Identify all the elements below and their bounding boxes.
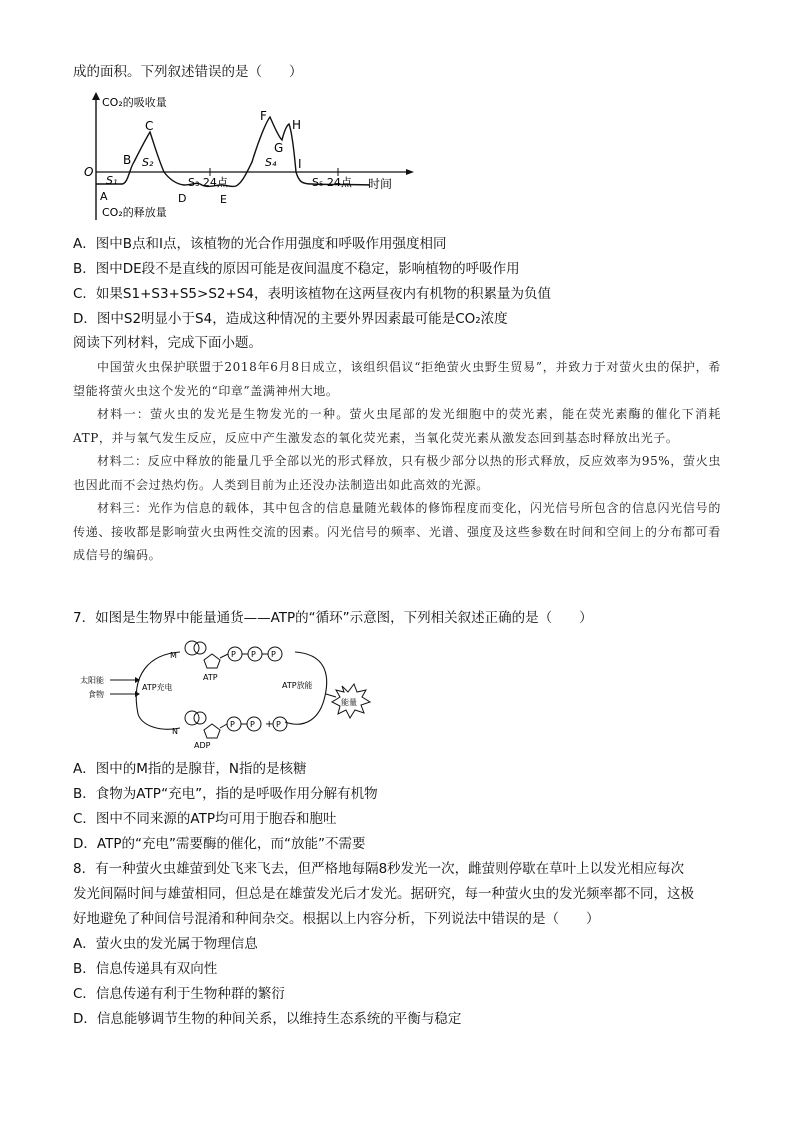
q6-stem-tail: 成的面积。下列叙述错误的是（ ） bbox=[73, 64, 303, 80]
point-b: B bbox=[123, 153, 132, 167]
atp-phosphate-2: P bbox=[251, 650, 256, 659]
point-c: C bbox=[145, 119, 154, 133]
q8-stem-line-1: 8．有一种萤火虫雄萤到处飞来飞去，但严格地每隔8秒发光一次，雌萤则停歇在草叶上以发光相应每次 bbox=[73, 861, 685, 877]
q8-stem-line-2: 发光间隔时间与雄萤相同，但总是在雄萤发光后才发光。据研究，每一种萤火虫的发光频率都不同，这极 bbox=[73, 886, 694, 902]
q7-option-a: A．图中的M指的是腺苷，N指的是核糖 bbox=[73, 761, 307, 777]
q6-option-d: D．图中S2明显小于S4，造成这种情况的主要外界因素最可能是CO₂浓度 bbox=[73, 311, 508, 327]
y-bottom-label: CO₂的释放量 bbox=[102, 206, 167, 219]
point-g: G bbox=[274, 141, 284, 155]
label-adp: ADP bbox=[194, 741, 211, 750]
q7-option-d: D．ATP的“充电”需要酶的催化，而“放能”不需要 bbox=[73, 836, 366, 852]
q7-atp-cycle-figure bbox=[80, 634, 400, 752]
label-atp-discharge: ATP放能 bbox=[282, 681, 313, 690]
material-three-paragraph: 材料三：光作为信息的载体，其中包含的信息量随光载体的修饰程度而变化，闪光信号所包含的信息闪光信号的传递、接收都是影响萤火虫两性交流的因素。闪光信号的频率、光谱、强度及这些参数在时间和空间上的分布都可看成信号的编码。 bbox=[73, 501, 721, 562]
area-s2: S₂ bbox=[142, 156, 154, 169]
origin-label: O bbox=[84, 165, 94, 179]
tick-24-second: S₅ 24点 bbox=[312, 176, 352, 189]
q6-option-a: A．图中B点和I点，该植物的光合作用强度和呼吸作用强度相同 bbox=[73, 236, 447, 252]
q8-stem-line-3: 好地避免了种间信号混淆和种间杂交。根据以上内容分析，下列说法中错误的是（ ） bbox=[73, 911, 600, 927]
q6-option-c: C．如果S1+S3+S5>S2+S4，表明该植物在这两昼夜内有机物的积累量为负值 bbox=[73, 286, 551, 302]
label-n: N bbox=[172, 727, 178, 736]
point-i: I bbox=[298, 157, 302, 171]
label-food: 食物 bbox=[88, 690, 104, 699]
reading-intro: 阅读下列材料，完成下面小题。 bbox=[73, 335, 262, 351]
free-phosphate: P bbox=[276, 720, 281, 729]
q8-option-c: C．信息传递有利于生物种群的繁衍 bbox=[73, 986, 285, 1002]
q6-option-b: B．图中DE段不是直线的原因可能是夜间温度不稳定，影响植物的呼吸作用 bbox=[73, 261, 520, 277]
material-one-paragraph: 材料一：萤火虫的发光是生物发光的一种。萤火虫尾部的发光细胞中的荧光素，能在荧光素酶的催化下消耗ATP，并与氧气发生反应，反应中产生激发态的氧化荧光素，当氧化荧光素从激发态回到基态时释放出光子。 bbox=[73, 407, 721, 445]
point-e: E bbox=[220, 193, 227, 206]
label-m: M bbox=[170, 651, 177, 660]
y-top-label: CO₂的吸收量 bbox=[102, 96, 167, 109]
tick-24-first: S₃ 24点 bbox=[188, 176, 228, 189]
adp-phosphate-1: P bbox=[230, 720, 235, 729]
material-intro-paragraph: 中国萤火虫保护联盟于2018年6月8日成立，该组织倡议“拒绝萤火虫野生贸易”，并致力于对萤火虫的保护，希望能将萤火虫这个发光的“印章”盖满神州大地。 bbox=[73, 360, 721, 398]
label-atp-charge: ATP充电 bbox=[142, 683, 173, 692]
material-two-paragraph: 材料二：反应中释放的能量几乎全部以光的形式释放，只有极少部分以热的形式释放，反应效率为95%，萤火虫也因此而不会过热灼伤。人类到目前为止还没办法制造出如此高效的光源。 bbox=[73, 454, 721, 492]
point-h: H bbox=[292, 118, 302, 132]
point-d: D bbox=[178, 192, 187, 205]
atp-phosphate-3: P bbox=[271, 650, 276, 659]
area-s4: S₄ bbox=[265, 156, 277, 169]
label-atp: ATP bbox=[203, 673, 218, 682]
q8-option-b: B．信息传递具有双向性 bbox=[73, 961, 218, 977]
q8-option-a: A．萤火虫的发光属于物理信息 bbox=[73, 936, 258, 952]
q7-option-c: C．图中不同来源的ATP均可用于胞吞和胞吐 bbox=[73, 811, 337, 827]
reading-material bbox=[73, 356, 721, 568]
svg-text:+: + bbox=[265, 719, 274, 730]
label-solar-energy: 太阳能 bbox=[80, 676, 104, 685]
q7-option-b: B．食物为ATP“充电”，指的是呼吸作用分解有机物 bbox=[73, 786, 378, 802]
adp-phosphate-2: P bbox=[250, 720, 255, 729]
point-a: A bbox=[100, 190, 108, 203]
q7-stem: 7．如图是生物界中能量通货——ATP的“循环”示意图，下列相关叙述正确的是（ ） bbox=[73, 610, 593, 626]
q8-option-d: D．信息能够调节生物的种间关系，以维持生态系统的平衡与稳定 bbox=[73, 1011, 462, 1027]
atp-phosphate-1: P bbox=[231, 650, 236, 659]
label-energy: 能量 bbox=[341, 698, 357, 707]
q6-co2-curve-figure bbox=[80, 92, 420, 227]
x-axis-label: 时间 bbox=[368, 177, 393, 191]
area-s1: S₁ bbox=[106, 174, 118, 187]
point-f: F bbox=[260, 109, 267, 123]
